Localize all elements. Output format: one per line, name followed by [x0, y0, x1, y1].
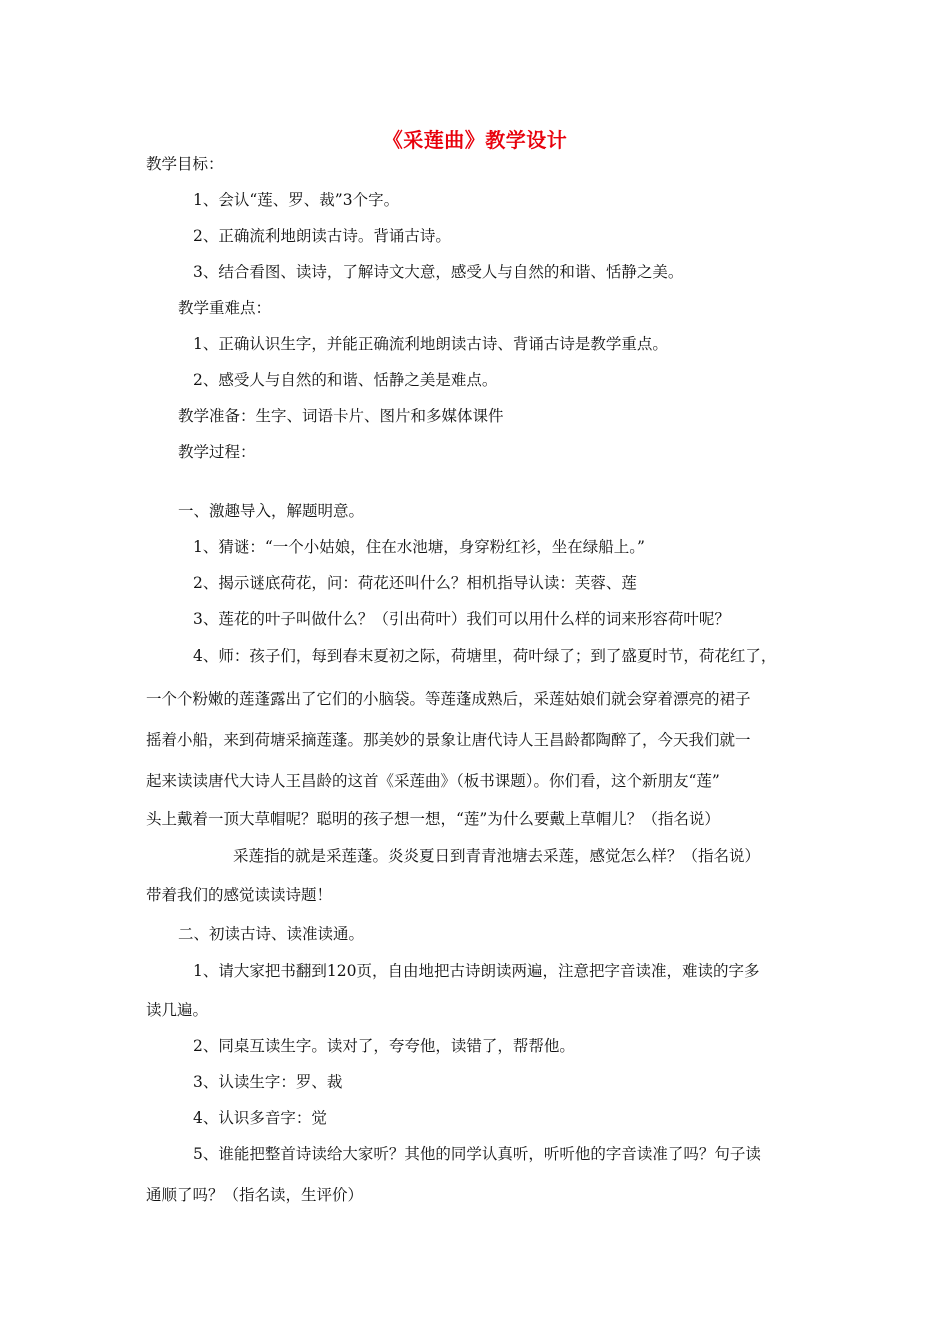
section-item: 2、揭示谜底荷花，问：荷花还叫什么？相机指导认读：芙蓉、莲	[193, 574, 637, 592]
objectives-heading: 教学目标：	[146, 155, 224, 173]
key-point-item: 1、正确认识生字，并能正确流利地朗读古诗、背诵古诗是教学重点。	[193, 335, 668, 353]
section-item: 4、认识多音字：觉	[193, 1109, 327, 1127]
section-item: 3、认读生字：罗、裁	[193, 1073, 343, 1091]
section-item: 2、同桌互读生字。读对了，夸夸他，读错了，帮帮他。	[193, 1037, 575, 1055]
paragraph-line: 起来读读唐代大诗人王昌龄的这首《采莲曲》（板书课题）。你们看，这个新朋友“莲”	[146, 772, 720, 790]
key-point-item: 2、感受人与自然的和谐、恬静之美是难点。	[193, 371, 498, 389]
objective-item: 3、结合看图、读诗，了解诗文大意，感受人与自然的和谐、恬静之美。	[193, 263, 684, 281]
paragraph-line: 通顺了吗？（指名读，生评价）	[146, 1186, 364, 1204]
section-item: 3、莲花的叶子叫做什么？（引出荷叶）我们可以用什么样的词来形容荷叶呢？	[193, 610, 730, 628]
paragraph-line: 4、师：孩子们，每到春末夏初之际，荷塘里，荷叶绿了；到了盛夏时节，荷花红了，	[193, 647, 777, 665]
preparation-line: 教学准备：生字、词语卡片、图片和多媒体课件	[178, 407, 504, 425]
process-heading: 教学过程：	[178, 443, 256, 461]
paragraph-line: 1、请大家把书翻到120页，自由地把古诗朗读两遍，注意把字音读准，难读的字多	[193, 962, 760, 980]
paragraph-line: 头上戴着一顶大草帽呢？聪明的孩子想一想，“莲”为什么要戴上草帽儿？（指名说）	[146, 810, 720, 828]
paragraph-line: 带着我们的感觉读读诗题！	[146, 886, 333, 904]
section-heading: 一、激趣导入，解题明意。	[178, 502, 365, 520]
key-points-heading: 教学重难点：	[178, 299, 272, 317]
objective-item: 1、会认“莲、罗、裁”3个字。	[193, 191, 400, 209]
paragraph-line: 一个个粉嫩的莲蓬露出了它们的小脑袋。等莲蓬成熟后，采莲姑娘们就会穿着漂亮的裙子	[146, 690, 751, 708]
section-item: 1、猜谜：“一个小姑娘，住在水池塘，身穿粉红衫，坐在绿船上。”	[193, 538, 645, 556]
paragraph-line: 5、谁能把整首诗读给大家听？其他的同学认真听，听听他的字音读准了吗？句子读	[193, 1145, 761, 1163]
section-heading: 二、初读古诗、读准读通。	[178, 925, 365, 943]
paragraph-line: 摇着小船，来到荷塘采摘莲蓬。那美妙的景象让唐代诗人王昌龄都陶醉了，今天我们就一	[146, 731, 751, 749]
paragraph-line: 读几遍。	[146, 1001, 209, 1019]
objective-item: 2、正确流利地朗读古诗。背诵古诗。	[193, 227, 451, 245]
document-title: 《采莲曲》教学设计	[382, 128, 568, 152]
paragraph-line: 采莲指的就是采莲蓬。炎炎夏日到青青池塘去采莲，感觉怎么样？（指名说）	[233, 847, 761, 865]
